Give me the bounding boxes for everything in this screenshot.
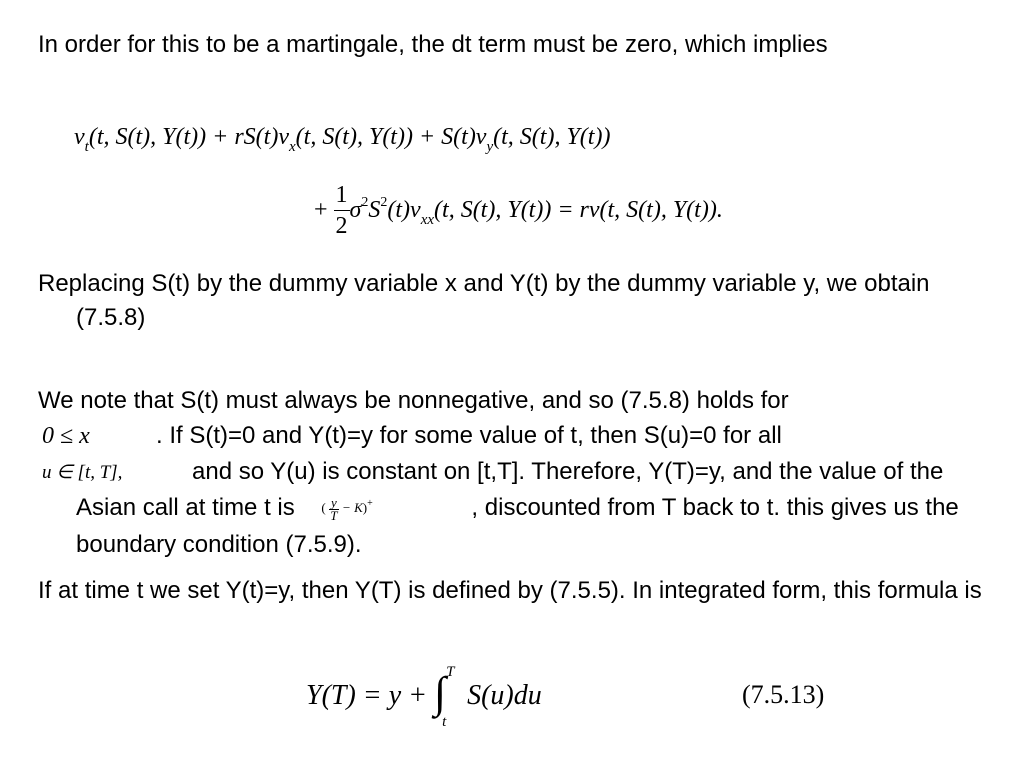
paragraph-integrated-form: If at time t we set Y(t)=y, then Y(T) is defined by (7.5.5). In integrated form, this formula is	[38, 577, 982, 604]
eq1-sub-x: x	[288, 139, 296, 155]
p3-text-d: , discounted from T back to t. this gives us the boundary condition (7.5.9).	[76, 494, 959, 559]
payoff-minus-k: − K	[342, 500, 363, 516]
payoff-den: T	[330, 507, 338, 523]
eq1-term-d: (t, S(t), Y(t))	[493, 124, 611, 150]
eq2-sub-xx: xx	[420, 212, 435, 228]
payoff-close: )	[362, 500, 368, 516]
inline-math-u-interval: u ∈ [t, T],	[42, 462, 123, 484]
payoff-open: (	[321, 500, 326, 516]
payoff-plus: +	[367, 498, 373, 510]
eq2-t-part: (t)v	[387, 197, 421, 223]
eq2-sigma-sup: 2	[361, 195, 369, 210]
equation-line-1	[74, 124, 611, 155]
integral-integrand: S(u)du	[467, 680, 542, 711]
eq2-fraction	[334, 180, 350, 241]
equation-integral	[306, 663, 542, 730]
paragraph-martingale: In order for this to be a martingale, the dt term must be zero, which implies	[38, 31, 828, 58]
eq1-term-c: (t, S(t), Y(t)) + S(t)v	[295, 124, 487, 150]
integral-lower-limit: t	[442, 713, 447, 730]
eq2-rest: (t, S(t), Y(t)) = rv(t, S(t), Y(t)).	[434, 197, 723, 223]
p3-text-b: . If S(t)=0 and Y(t)=y for some value of t, then S(u)=0 for all	[156, 422, 782, 449]
eq1-v: v	[74, 124, 85, 150]
p3-text-a: We note that S(t) must always be nonnegative, and so (7.5.8) holds for	[38, 387, 789, 414]
paragraph-boundary-condition	[38, 383, 996, 562]
inline-math-asian-payoff	[321, 490, 471, 527]
eq2-S-sup: 2	[380, 195, 388, 210]
integral-sign: ∫	[434, 668, 447, 717]
integral-limits	[442, 663, 460, 730]
eq1-sub-t: t	[84, 139, 89, 155]
p3-text-c: and so Y(u) is constant on [t,T]. Therefore, Y(T)=y, and the value of the Asian call at time t is	[76, 458, 944, 522]
payoff-fraction	[329, 494, 339, 523]
paragraph-dummy-variable: Replacing S(t) by the dummy variable x and Y(t) by the dummy variable y, we obtain (7.5.8)	[38, 270, 930, 331]
eq2-plus: +	[314, 197, 328, 223]
eq2-frac-den: 2	[335, 213, 348, 239]
payoff-num: y	[331, 494, 337, 510]
equation-line-2	[314, 180, 723, 241]
integral-lhs: Y(T) = y +	[306, 680, 428, 711]
eq2-sigma: σ	[349, 197, 362, 223]
inline-math-x-nonneg: 0 ≤ x	[42, 423, 90, 450]
eq2-frac-num: 1	[334, 180, 350, 211]
eq1-term-b: (t, S(t), Y(t)) + rS(t)v	[88, 124, 289, 150]
eq1-sub-y: y	[486, 139, 494, 155]
eq2-S: S	[368, 197, 381, 223]
integral-upper-limit: T	[446, 663, 455, 680]
equation-label: (7.5.13)	[742, 680, 825, 709]
